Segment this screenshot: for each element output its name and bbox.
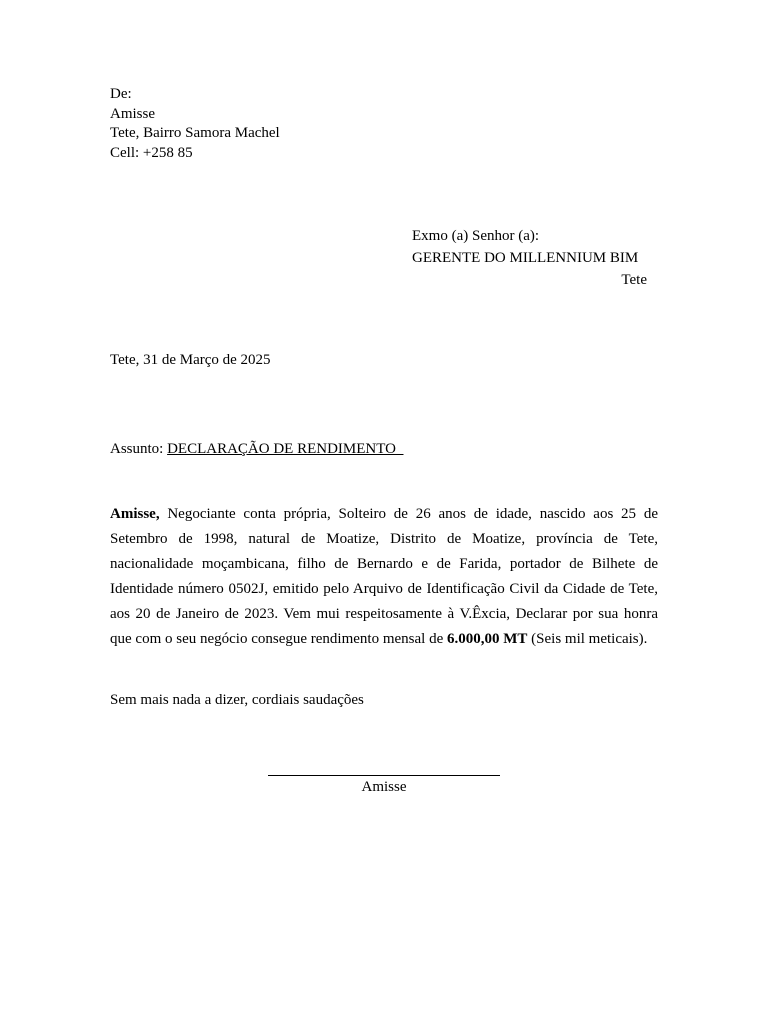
subject-line: [110, 441, 403, 458]
body-paragraph: [110, 502, 658, 652]
subject-label: Assunto:: [110, 441, 168, 457]
body-text-part-1: Negociante conta própria, Solteiro de 26 anos de idade, nascido aos 25 de Setembro de 1998, natural de Moatize, Distrito de Moatize, província de Tete, nacionalidade moçambicana, filho de Bernardo e de Farida, portador de Bilhete de Identidade número 0502J, emitido pelo Arquivo de Identificação Civil da Cidade de Tete, aos 20 de Janeiro de 2023. Vem mui respeitosamente à V.Êxcia, Declarar por sua honra que com o seu negócio consegue rendimento mensal de: [110, 506, 658, 647]
sender-phone: Cell: +258 85: [110, 144, 193, 161]
closing-line: Sem mais nada a dizer, cordiais saudações: [110, 692, 364, 708]
date-line: Tete, 31 de Março de 2025: [110, 352, 271, 368]
sender-block: [110, 85, 280, 163]
recipient-salutation: Exmo (a) Senhor (a):: [412, 228, 540, 244]
sender-address: Tete, Bairro Samora Machel: [110, 125, 280, 141]
recipient-city: Tete: [621, 272, 647, 288]
body-name: Amisse,: [110, 506, 160, 522]
body-text-part-2: (Seis mil meticais).: [527, 631, 648, 647]
recipient-block: [412, 225, 647, 291]
subject-text: DECLARAÇÃO DE RENDIMENTO: [167, 441, 404, 457]
sender-name: Amisse: [110, 105, 155, 122]
recipient-title: GERENTE DO MILLENNIUM BIM: [412, 250, 639, 266]
signature-name: Amisse: [361, 779, 407, 795]
signature-line: [268, 775, 500, 776]
body-amount: 6.000,00 MT: [446, 631, 528, 647]
sender-label: De:: [110, 86, 132, 102]
